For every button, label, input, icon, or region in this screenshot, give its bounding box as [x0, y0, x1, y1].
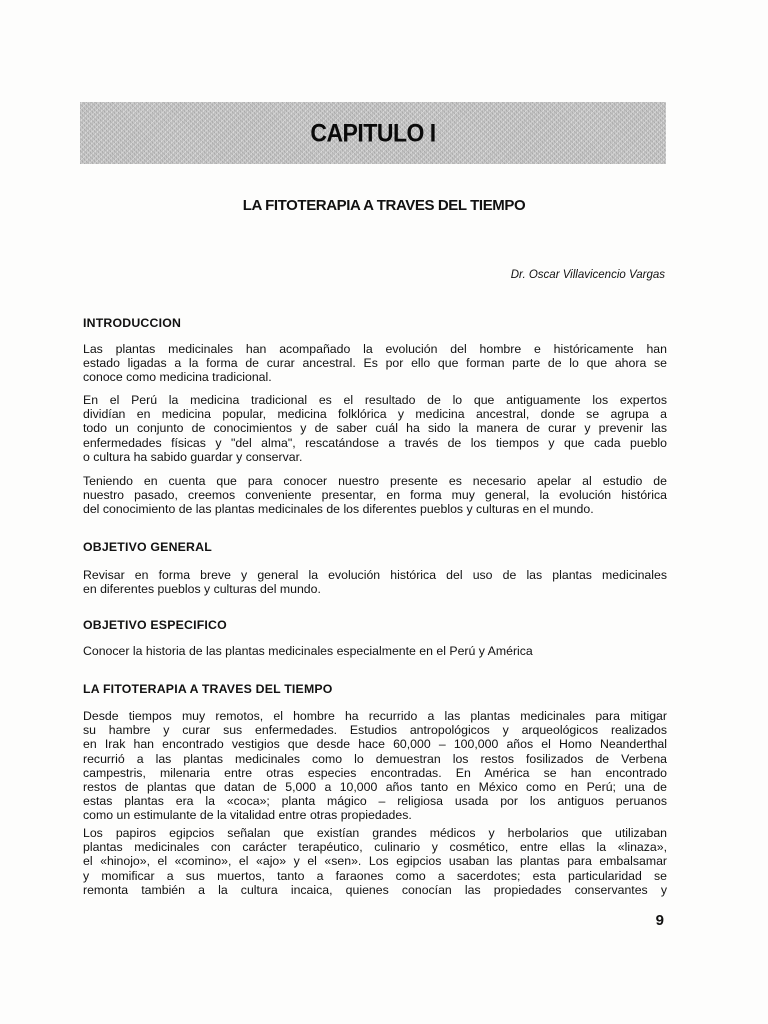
text-line: todo un conjunto de conocimientos y de saber cuál ha sido la manera de curar y prevenir las [83, 421, 667, 436]
paragraph-intro-3 [83, 474, 667, 517]
chapter-label: CAPITULO I [310, 118, 436, 147]
text-line: En el Perú la medicina tradicional es el resultado de lo que antiguamente los expertos [83, 393, 667, 407]
text-line: nuestro pasado, creemos conveniente presentar, en forma muy general, la evolución histórica [83, 488, 667, 503]
text-line: del conocimiento de las plantas medicinales de los diferentes pueblos y culturas en el mundo. [83, 502, 594, 517]
text-line: enfermedades físicas y "del alma", rescatándose a través de los tiempos y que cada pueblo [83, 435, 667, 450]
paragraph-objetivo-especifico [83, 644, 667, 658]
text-line: en diferentes pueblos y culturas del mundo. [83, 582, 321, 597]
text-line: como un estimulante de la vitalidad entre otras propiedades. [83, 808, 412, 823]
chapter-title: LA FITOTERAPIA A TRAVES DEL TIEMPO [242, 197, 526, 214]
author-name: Dr. Oscar Villavicencio Vargas [510, 269, 665, 281]
text-line: Teniendo en cuenta que para conocer nuestro presente es necesario apelar al estudio de [83, 474, 667, 488]
text-line: Revisar en forma breve y general la evolución histórica del uso de las plantas medicinales [83, 568, 667, 582]
text-line: campestris, milenaria entre otras especies encontradas. En América se han encontrado [83, 765, 667, 780]
paragraph-objetivo-general [83, 568, 667, 596]
text-line: plantas medicinales con carácter terapéutico, culinario y cosmético, entre ellas la «linaza», [83, 840, 667, 855]
heading-objetivo-especifico: OBJETIVO ESPECIFICO [83, 618, 227, 632]
paragraph-history-2 [83, 826, 667, 897]
text-line: en Irak han encontrado vestigios que desde hace 60,000 – 100,000 años el Homo Neanderthal [83, 737, 667, 752]
paragraph-intro-1 [83, 342, 667, 385]
text-line: recurrió a las plantas medicinales como lo demuestran los restos fosilizados de Verbena [83, 751, 667, 766]
text-line: su hambre y curar sus enfermedades. Estudios antropológicos y arqueológicos realizados [83, 723, 667, 738]
text-line: Las plantas medicinales han acompañado la evolución del hombre e históricamente han [83, 342, 667, 356]
text-line: Conocer la historia de las plantas medicinales especialmente en el Perú y América [83, 644, 533, 658]
text-line: remonta también a la cultura incaica, quienes conocían las propiedades conservantes y [83, 882, 667, 897]
paragraph-history-1 [83, 709, 667, 823]
paragraph-intro-2 [83, 393, 667, 464]
text-line: o cultura ha sabido guardar y conservar. [83, 449, 303, 464]
page-number: 9 [655, 912, 664, 929]
text-line: dividían en medicina popular, medicina folklórica y medicina ancestral, donde se agrupa a [83, 407, 667, 422]
text-line: y momificar a sus muertos, tanto a faraones como a sacerdotes; esta particularidad se [83, 868, 667, 883]
text-line: Los papiros egipcios señalan que existían grandes médicos y herbolarios que utilizaban [83, 826, 667, 840]
text-line: restos de plantas que datan de 5,000 a 10,000 años tanto en México como en Perú; una de [83, 780, 667, 795]
text-line: conoce como medicina tradicional. [83, 370, 272, 385]
text-line: estas plantas era la «coca»; planta mágico – religiosa usada por los antiguos peruanos [83, 794, 667, 809]
text-line: estado ligadas a la forma de curar ancestral. Es por ello que forman parte de lo que ahora se [83, 356, 667, 371]
heading-fitoterapia: LA FITOTERAPIA A TRAVES DEL TIEMPO [83, 682, 333, 696]
heading-objetivo-general: OBJETIVO GENERAL [83, 540, 212, 554]
text-line: el «hinojo», el «comino», el «ajo» y el «sen». Los egipcios usaban las plantas para embalsamar [83, 854, 667, 869]
text-line: Desde tiempos muy remotos, el hombre ha recurrido a las plantas medicinales para mitigar [83, 709, 667, 723]
chapter-banner [80, 102, 666, 164]
heading-introduccion: INTRODUCCION [83, 316, 182, 330]
